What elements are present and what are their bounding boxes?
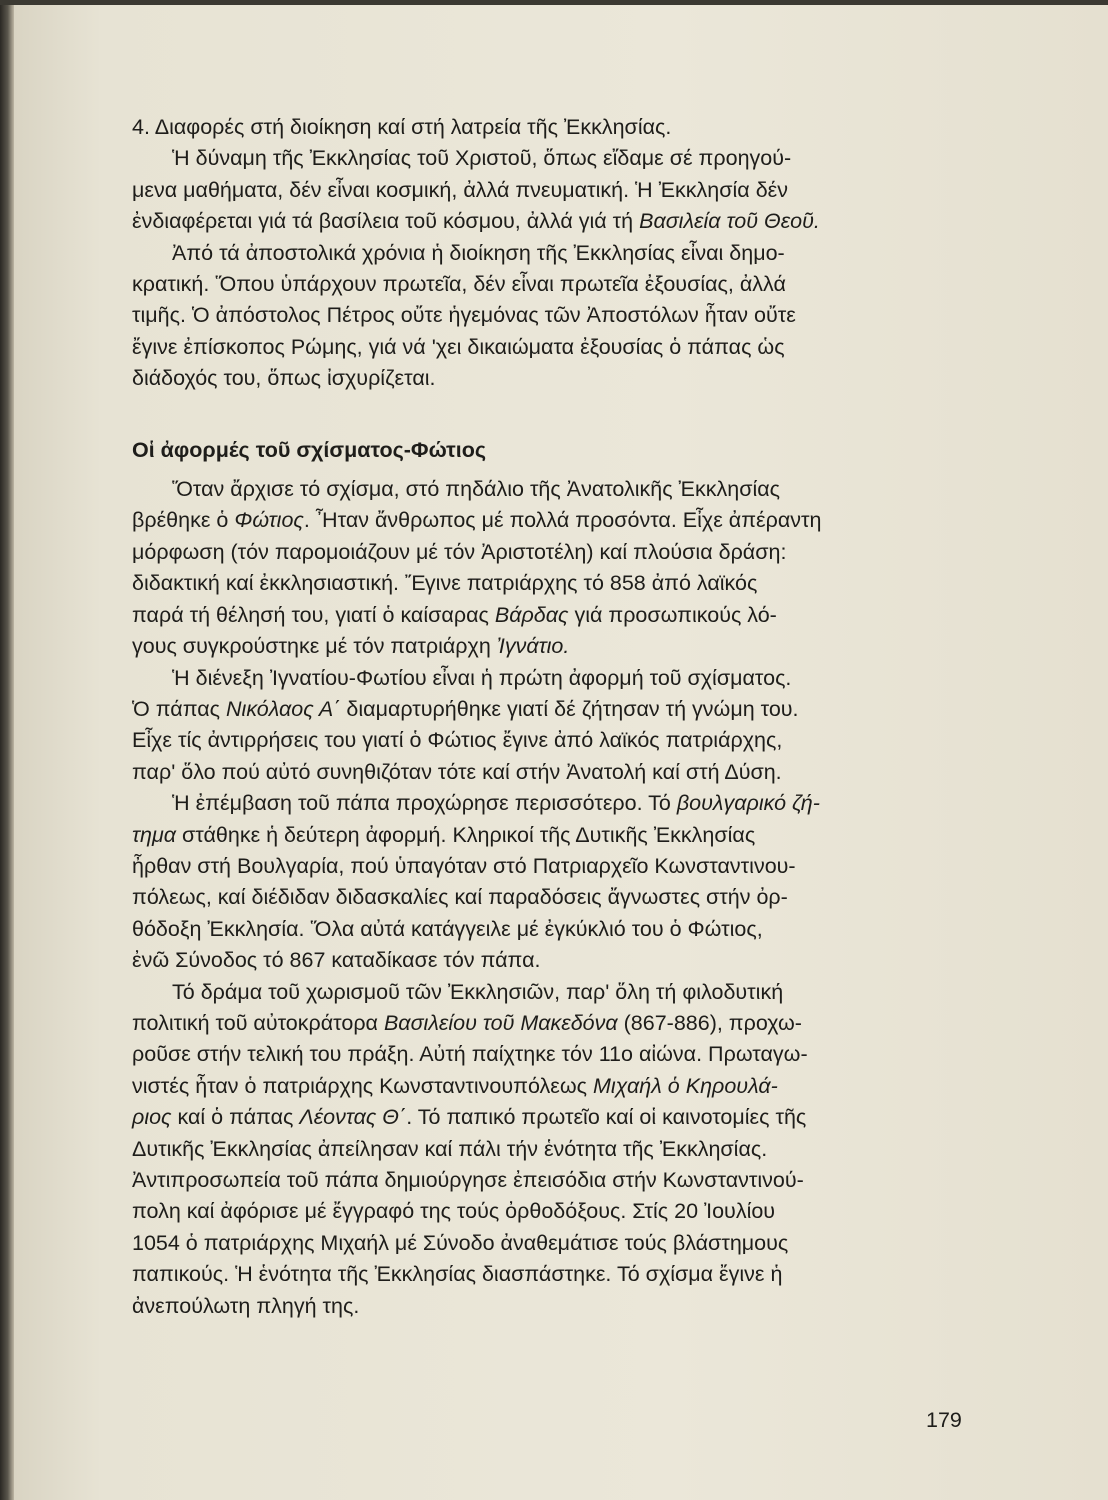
section-1 — [132, 112, 970, 395]
paragraph-line: θόδοξη Ἐκκλησία. Ὅλα αὐτά κατάγγειλε μέ ἐγκύκλιό του ὁ Φώτιος, — [132, 916, 763, 941]
paragraph-line: νιστές ἦταν ὁ πατριάρχης Κωνσταντινουπόλεως Μιχαήλ ὁ Κηρουλά- — [132, 1073, 778, 1098]
paragraph-line: Δυτικῆς Ἐκκλησίας ἀπείλησαν καί πάλι τήν ἑνότητα τῆς Ἐκκλησίας. — [132, 1136, 768, 1161]
page-content — [132, 112, 970, 1322]
paragraph-line: Εἶχε τίς ἀντιρρήσεις του γιατί ὁ Φώτιος ἔγινε ἀπό λαϊκός πατριάρχης, — [132, 728, 783, 753]
paragraph-line: πολη καί ἀφόρισε μέ ἔγγραφό της τούς ὀρθοδόξους. Στίς 20 Ἰουλίου — [132, 1199, 776, 1224]
paragraph-line: διάδοχός του, ὅπως ἰσχυρίζεται. — [132, 366, 436, 391]
paragraph-line: μενα μαθήματα, δέν εἶναι κοσμική, ἀλλά πνευματική. Ἡ Ἐκκλησία δέν — [132, 177, 789, 202]
paragraph-line: ἐνδιαφέρεται γιά τά βασίλεια τοῦ κόσμου, ἀλλά γιά τή Βασιλεία τοῦ Θεοῦ. — [132, 209, 820, 234]
paragraph-line: Ὅταν ἄρχισε τό σχίσμα, στό πηδάλιο τῆς Ἀνατολικῆς Ἐκκλησίας — [172, 477, 781, 502]
paragraph-line: Ἡ ἐπέμβαση τοῦ πάπα προχώρησε περισσότερο. Τό βουλγαρικό ζή- — [172, 791, 820, 816]
paragraph-line: παρά τή θέλησή του, γιατί ὁ καίσαρας Βάρδας γιά προσωπικούς λό- — [132, 602, 777, 627]
paragraph-line: Ἡ δύναμη τῆς Ἐκκλησίας τοῦ Χριστοῦ, ὅπως εἴδαμε σέ προηγού- — [172, 146, 792, 171]
paragraph-line: Ἀντιπροσωπεία τοῦ πάπα δημιούργησε ἐπεισόδια στήν Κωνσταντινού- — [132, 1168, 804, 1192]
paragraph-line: Ὁ πάπας Νικόλαος Α΄ διαμαρτυρήθηκε γιατί δέ ζήτησαν τή γνώμη του. — [132, 696, 799, 721]
page-number: 179 — [926, 1408, 962, 1432]
paragraph-line: 1054 ὁ πατριάρχης Μιχαήλ μέ Σύνοδο ἀναθεμάτισε τούς βλάστημους — [132, 1230, 789, 1255]
paragraph-line: τημα στάθηκε ἡ δεύτερη ἀφορμή. Κληρικοί τῆς Δυτικῆς Ἐκκλησίας — [132, 822, 756, 847]
section-heading: Οἱ ἀφορμές τοῦ σχίσματος-Φώτιος — [132, 437, 487, 462]
paragraph-line: ἀνεπούλωτη πληγή της. — [132, 1293, 360, 1318]
paragraph-line: παπικούς. Ἡ ἑνότητα τῆς Ἐκκλησίας διασπάστηκε. Τό σχίσμα ἔγινε ἡ — [132, 1262, 783, 1287]
paragraph-line: Ἡ διένεξη Ἰγνατίου-Φωτίου εἶναι ἡ πρώτη ἀφορμή τοῦ σχίσματος. — [172, 665, 792, 690]
paragraph-line: διδακτική καί ἐκκλησιαστική. Ἔγινε πατριάρχης τό 858 ἀπό λαϊκός — [132, 571, 758, 596]
paragraph-line: κρατική. Ὅπου ὑπάρχουν πρωτεῖα, δέν εἶναι πρωτεῖα ἐξουσίας, ἀλλά — [132, 272, 786, 297]
paragraph-line: μόρφωση (τόν παρομοιάζουν μέ τόν Ἀριστοτέλη) καί πλούσια δράση: — [132, 539, 787, 564]
paragraph-line: ἔγινε ἐπίσκοπος Ρώμης, γιά νά 'χει δικαιώματα ἐξουσίας ὁ πάπας ὡς — [132, 334, 785, 359]
book-spine-shadow — [0, 0, 14, 1500]
section-2 — [132, 474, 970, 1322]
section-title: 4. Διαφορές στή διοίκηση καί στή λατρεία τῆς Ἐκκλησίας. — [132, 115, 672, 139]
paragraph-line: ριος καί ὁ πάπας Λέοντας Θ΄. Τό παπικό πρωτεῖο καί οἱ καινοτομίες τῆς — [132, 1105, 807, 1130]
paragraph-line: παρ' ὅλο πού αὐτό συνηθιζόταν τότε καί στήν Ἀνατολή καί στή Δύση. — [132, 759, 782, 784]
paragraph-line: ἐνῶ Σύνοδος τό 867 καταδίκασε τόν πάπα. — [132, 948, 541, 973]
paragraph-line: Ἀπό τά ἀποστολικά χρόνια ἡ διοίκηση τῆς Ἐκκλησίας εἶναι δημο- — [172, 240, 785, 265]
paragraph-line: τιμῆς. Ὁ ἀπόστολος Πέτρος οὔτε ἡγεμόνας τῶν Ἀποστόλων ἦταν οὔτε — [132, 303, 796, 328]
paragraph-line: ροῦσε στήν τελική του πράξη. Αὐτή παίχτηκε τόν 11ο αἰώνα. Πρωταγω- — [132, 1042, 808, 1067]
paragraph-line: πόλεως, καί διέδιδαν διδασκαλίες καί παραδόσεις ἄγνωστες στήν ὀρ- — [132, 885, 788, 910]
paragraph-line: ἦρθαν στή Βουλγαρία, πού ὑπαγόταν στό Πατριαρχεῖο Κωνσταντινου- — [132, 853, 796, 878]
paragraph-line: βρέθηκε ὁ Φώτιος. Ἦταν ἄνθρωπος μέ πολλά προσόντα. Εἶχε ἀπέραντη — [132, 508, 822, 533]
paragraph-line: Τό δράμα τοῦ χωρισμοῦ τῶν Ἐκκλησιῶν, παρ' ὅλη τή φιλοδυτική — [172, 979, 784, 1004]
paragraph-line: πολιτική τοῦ αὐτοκράτορα Βασιλείου τοῦ Μακεδόνα (867-886), προχω- — [132, 1010, 802, 1035]
paragraph-line: γους συγκρούστηκε μέ τόν πατριάρχη Ἰγνάτιο. — [132, 634, 570, 659]
